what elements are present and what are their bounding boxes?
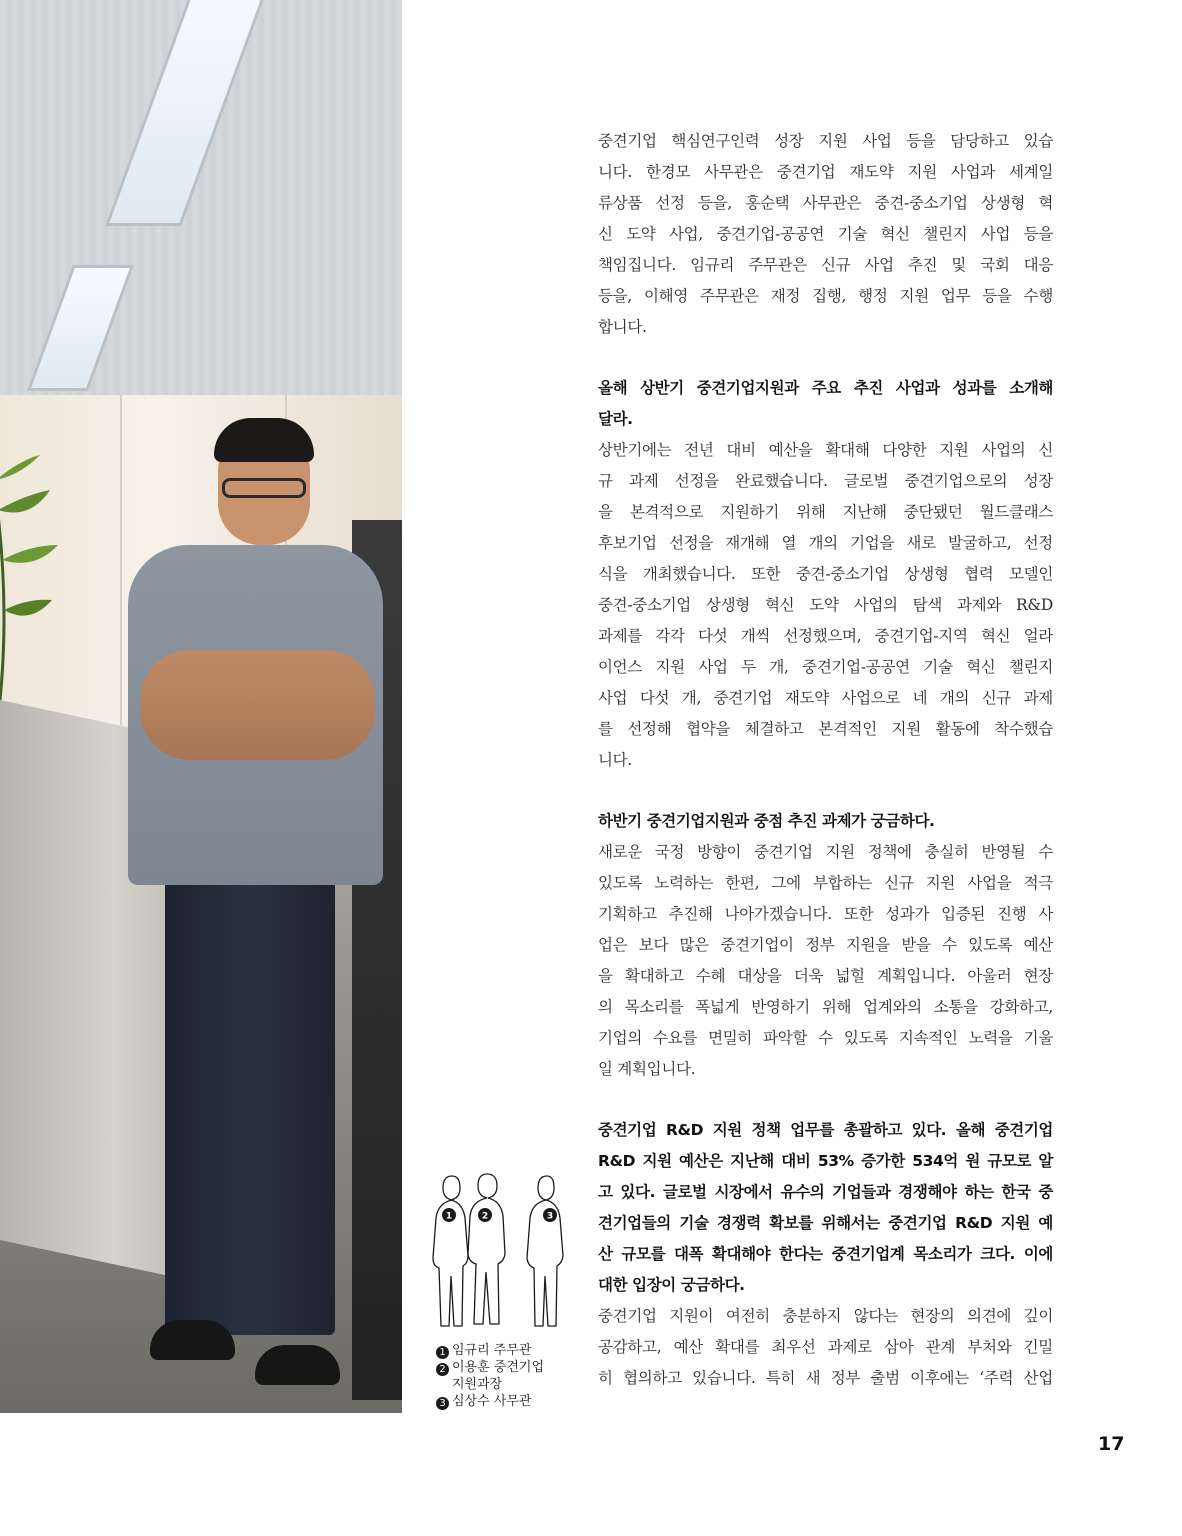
plant-icon <box>0 450 60 710</box>
text-line: 중견기업 핵심연구인력 성장 지원 사업 등을 담당하고 있습 <box>598 132 1053 150</box>
answer-1 <box>598 435 1053 776</box>
text-line: 중견기업 지원이 여전히 충분하지 않다는 현장의 의견에 깊이 <box>598 1307 1053 1325</box>
text-line: 기획하고 추진해 나아가겠습니다. 또한 성과가 입증된 진행 사 <box>598 905 1053 923</box>
text-line: 있도록 노력하는 한편, 그에 부합하는 신규 지원 사업을 적극 <box>598 874 1053 892</box>
text-line: 등을, 이해영 주무관은 재정 집행, 행정 지원 업무 등을 수행 <box>598 287 1053 305</box>
caption-item <box>436 1376 544 1393</box>
text-line: 공감하고, 예산 확대를 최우선 과제로 삼아 관계 부처와 긴밀 <box>598 1338 1053 1356</box>
marker-3-label: 3 <box>546 1211 554 1222</box>
question-line: 견기업들의 기술 경쟁력 확보를 위해서는 중견기업 R&D 지원 예 <box>598 1214 1053 1232</box>
interview-photo <box>0 0 402 1413</box>
marker-2-label: 2 <box>481 1211 489 1222</box>
text-line: 히 협의하고 있습니다. 특히 새 정부 출범 이후에는 ‘주력 산업 <box>598 1369 1053 1387</box>
people-silhouette-key <box>425 1168 595 1328</box>
text-line: 후보기업 선정을 재개해 열 개의 기업을 새로 발굴하고, 선정 <box>598 534 1053 552</box>
caption-text: 심상수 사무관 <box>452 1394 532 1409</box>
caption-text: 이용훈 중견기업 <box>452 1360 545 1375</box>
glass-partition <box>120 395 122 725</box>
intro-paragraph <box>598 126 1053 343</box>
caption-text: 임규리 주무관 <box>452 1343 532 1358</box>
person-shoe <box>255 1345 340 1385</box>
text-line: 니다. <box>598 751 632 769</box>
question-line: 올해 상반기 중견기업지원과 주요 추진 사업과 성과를 소개해 <box>598 379 1053 397</box>
person-shoe <box>150 1320 235 1360</box>
question-line: 하반기 중견기업지원과 중점 추진 과제가 궁금하다. <box>598 812 935 830</box>
text-line: 과제를 각각 다섯 개씩 선정했으며, 중견기업-지역 혁신 얼라 <box>598 627 1053 645</box>
article-body <box>598 126 1053 1394</box>
text-line: 사업 다섯 개, 중견기업 재도약 사업으로 네 개의 신규 과제 <box>598 689 1053 707</box>
person-pants <box>165 865 335 1335</box>
caption-number: 3 <box>436 1397 449 1410</box>
text-line: 합니다. <box>598 318 647 336</box>
text-line: 식을 개최했습니다. 또한 중견-중소기업 상생형 협력 모델인 <box>598 565 1053 583</box>
caption-number: 1 <box>436 1346 449 1359</box>
caption-item <box>436 1342 544 1359</box>
text-line: 이언스 지원 사업 두 개, 중견기업-공공연 기술 혁신 챌린지 <box>598 658 1053 676</box>
marker-1-label: 1 <box>445 1211 453 1222</box>
page-number: 17 <box>1098 1433 1125 1455</box>
text-line: 새로운 국정 방향이 중견기업 지원 정책에 충실히 반영될 수 <box>598 843 1053 861</box>
person-glasses <box>222 478 306 498</box>
caption-number: 2 <box>436 1363 449 1376</box>
question-3 <box>598 1115 1053 1301</box>
text-line: 을 확대하고 수혜 대상을 더욱 넓힐 계획입니다. 아울러 현장 <box>598 967 1053 985</box>
photo-caption <box>436 1342 544 1410</box>
answer-3 <box>598 1301 1053 1394</box>
text-line: 을 본격적으로 지원하기 위해 지난해 중단됐던 월드클래스 <box>598 503 1053 521</box>
text-line: 상반기에는 전년 대비 예산을 확대해 다양한 지원 사업의 신 <box>598 441 1053 459</box>
question-line: R&D 지원 예산은 지난해 대비 53% 증가한 534억 원 규모로 알 <box>598 1152 1053 1170</box>
question-line: 대한 입장이 궁금하다. <box>598 1276 745 1294</box>
caption-item <box>436 1393 544 1410</box>
question-2 <box>598 806 1053 837</box>
text-line: 기업의 수요를 면밀히 파악할 수 있도록 지속적인 노력을 기울 <box>598 1029 1053 1047</box>
answer-2 <box>598 837 1053 1085</box>
text-line: 신 도약 사업, 중견기업-공공연 기술 혁신 챌린지 사업 등을 <box>598 225 1053 243</box>
caption-text: 지원과장 <box>452 1377 503 1392</box>
text-line: 류상품 선정 등을, 홍순택 사무관은 중견-중소기업 상생형 혁 <box>598 194 1053 212</box>
text-line: 책임집니다. 임규리 주무관은 신규 사업 추진 및 국회 대응 <box>598 256 1053 274</box>
person-hair <box>214 418 314 462</box>
text-line: 중견-중소기업 상생형 혁신 도약 사업의 탐색 과제와 R&D <box>598 596 1053 614</box>
text-line: 업은 보다 많은 중견기업이 정부 지원을 받을 수 있도록 예산 <box>598 936 1053 954</box>
text-line: 를 선정해 협약을 체결하고 본격적인 지원 활동에 착수했습 <box>598 720 1053 738</box>
text-line: 일 계획입니다. <box>598 1060 696 1078</box>
question-line: 중견기업 R&D 지원 정책 업무를 총괄하고 있다. 올해 중견기업 <box>598 1121 1053 1139</box>
person-crossed-arms <box>140 650 375 760</box>
question-line: 달라. <box>598 410 633 428</box>
text-line: 규 과제 선정을 완료했습니다. 글로벌 중견기업으로의 성장 <box>598 472 1053 490</box>
text-line: 니다. 한경모 사무관은 중견기업 재도약 지원 사업과 세계일 <box>598 163 1053 181</box>
question-1 <box>598 373 1053 435</box>
question-line: 고 있다. 글로벌 시장에서 유수의 기업들과 경쟁해야 하는 한국 중 <box>598 1183 1053 1201</box>
question-line: 산 규모를 대폭 확대해야 한다는 중견기업계 목소리가 크다. 이에 <box>598 1245 1053 1263</box>
text-line: 의 목소리를 폭넓게 반영하기 위해 업계와의 소통을 강화하고, <box>598 998 1053 1016</box>
caption-item <box>436 1359 544 1376</box>
